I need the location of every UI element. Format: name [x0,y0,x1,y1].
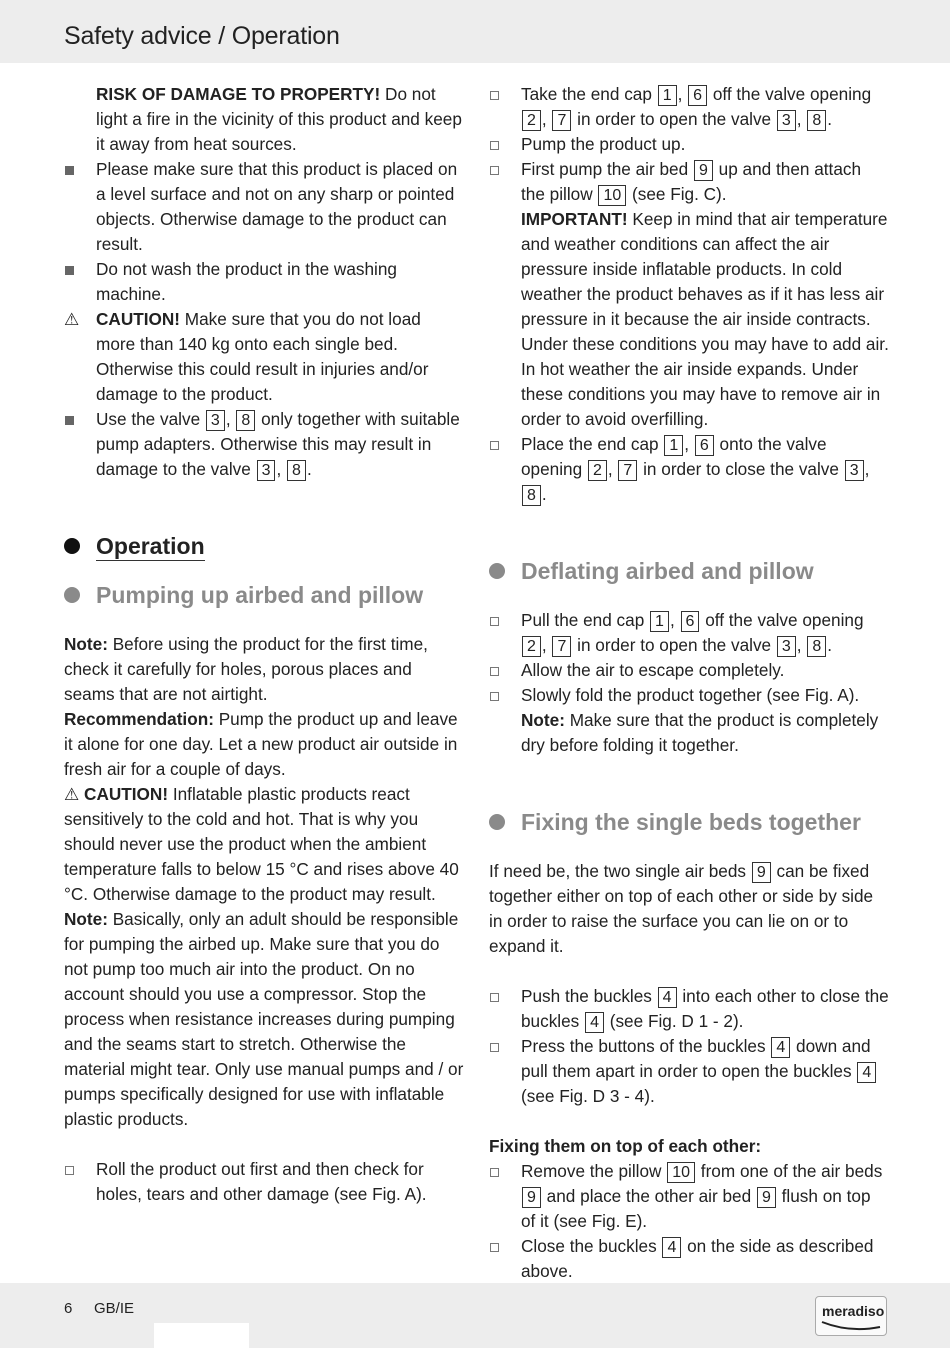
recommendation: Recommendation: Pump the product up and leave it alone for one day. Let a new product air outside in fresh air for a couple of days. [64,709,458,779]
list-item: Roll the product out first and then check for holes, tears and other damage (see Fig. A). [64,1157,464,1207]
ref-number: 1 [650,611,669,632]
property-risk-warning: RISK OF DAMAGE TO PROPERTY! Do not light a fire in the vicinity of this product and keep it away from heat sources. [96,84,462,154]
bullet-square-icon [64,157,86,182]
ref-number: 3 [777,636,796,657]
checkbox-icon [489,132,511,157]
ref-number: 2 [522,636,541,657]
ref-number: 8 [522,485,541,506]
right-column [489,82,889,1284]
warning-triangle-icon: ⚠ [64,310,80,329]
note-first-use: Note: Before using the product for the first time, check it carefully for holes, porous places and seams that are not airtight. [64,634,428,704]
fixing-intro: If need be, the two single air beds 9 can be fixed together either on top of each other or side by side in order to raise the surface you can lie on or to expand it. [489,861,874,956]
logo-text: meradiso [822,1303,885,1319]
language-code: GB/IE [94,1300,135,1317]
ref-number: 9 [522,1187,541,1208]
ref-number: 1 [658,85,677,106]
note-adult: Note: Basically, only an adult should be responsible for pumping the airbed up. Make sure that you do not pump too much air into the product. On no account should you use a compressor. Stop the process when resistance increases during pumping and the seams start to stretch. Otherwise the material might tear. Only use manual pumps and / or pumps specifically designed for use with inflatable plastic products. [64,909,464,1129]
checkbox-icon [489,82,511,107]
bullet-dot-icon [489,814,505,830]
ref-number: 4 [662,1237,681,1258]
list-item: Remove the pillow 10 from one of the air beds 9 and place the other air bed 9 flush on top of it (see Fig. E). [489,1159,889,1234]
ref-number: 3 [257,460,276,481]
ref-number: 2 [588,460,607,481]
ref-number: 3 [845,460,864,481]
ref-number: 8 [807,110,826,131]
checkbox-icon [489,1034,511,1059]
fixing-heading: Fixing the single beds together [489,807,889,837]
list-item: Push the buckles 4 into each other to close the buckles 4 (see Fig. D 1 - 2). [489,984,889,1034]
bullet-dot-icon [489,563,505,579]
list-item: Please make sure that this product is placed on a level surface and not on any sharp or pointed objects. Otherwise damage to the product can result. [64,157,464,257]
warning-triangle-icon: ⚠ [64,785,80,804]
pumping-heading: Pumping up airbed and pillow [64,580,464,610]
ref-number: 4 [771,1037,790,1058]
ref-number: 8 [236,410,255,431]
list-item: Take the end cap 1 , 6 off the valve opening 2 , 7 in order to open the valve 3 , 8 . [489,82,889,132]
checkbox-icon [64,1157,86,1182]
checkbox-icon [489,658,511,683]
page-header [0,0,950,63]
ref-number: 9 [694,160,713,181]
ref-number: 8 [807,636,826,657]
list-item: Allow the air to escape completely. [489,658,889,683]
ref-number: 3 [777,110,796,131]
ref-number: 3 [206,410,225,431]
ref-number: 1 [664,435,683,456]
ref-number: 9 [752,862,771,883]
ref-number: 2 [522,110,541,131]
list-item: Pull the end cap 1 , 6 off the valve opening 2 , 7 in order to open the valve 3 , 8 . [489,608,889,658]
list-item: Pump the product up. [489,132,889,157]
checkbox-icon [489,1159,511,1184]
list-item: Use the valve 3 , 8 only together with suitable pump adapters. Otherwise this may result in damage to the valve 3 , 8 . [64,407,464,482]
ref-number: 4 [585,1012,604,1033]
list-item: Press the buttons of the buckles 4 down and pull them apart in order to open the buckles 4 (see Fig. D 3 - 4). [489,1034,889,1109]
checkbox-icon [489,683,511,708]
bullet-dot-icon [64,538,80,554]
operation-heading: Operation [64,531,464,561]
list-item: Close the buckles 4 on the side as described above. [489,1234,889,1284]
left-column [64,82,464,1207]
ref-number: 4 [857,1062,876,1083]
ref-number: 7 [552,110,571,131]
logo-swoosh-icon [820,1319,882,1331]
checkbox-icon [489,157,511,182]
checkbox-icon [489,1234,511,1259]
ref-number: 6 [688,85,707,106]
ref-number: 10 [667,1162,695,1183]
ref-number: 7 [618,460,637,481]
page-footer [0,1283,950,1348]
footer-blank-box [154,1323,249,1348]
on-top-subheading: Fixing them on top of each other: [489,1136,762,1156]
page-title: Safety advice / Operation [64,22,340,50]
bullet-square-icon [64,257,86,282]
bullet-square-icon [64,407,86,432]
page-number: 6 [64,1300,73,1317]
list-item: First pump the air bed 9 up and then attach the pillow 10 (see Fig. C). IMPORTANT! Keep in mind that air temperature and weather conditions can affect the air pressure inside inflatable products. In cold weather the product behaves as if it has less air pressure in it because the air inside contracts. Under these conditions you may have to add air. In hot weather the air inside expands. Under these conditions you may have to remove air in order to avoid overfilling. [489,157,889,432]
ref-number: 8 [287,460,306,481]
deflating-heading: Deflating airbed and pillow [489,556,889,586]
checkbox-icon [489,608,511,633]
ref-number: 7 [552,636,571,657]
brand-logo [815,1296,887,1336]
ref-number: 10 [598,185,626,206]
ref-number: 4 [658,987,677,1008]
checkbox-icon [489,432,511,457]
list-item: Do not wash the product in the washing machine. [64,257,464,307]
list-item: Place the end cap 1 , 6 onto the valve opening 2 , 7 in order to close the valve 3 , 8 . [489,432,889,507]
checkbox-icon [489,984,511,1009]
list-item: Slowly fold the product together (see Fig. A). Note: Make sure that the product is completely dry before folding it together. [489,683,889,758]
ref-number: 6 [695,435,714,456]
bullet-dot-icon [64,587,80,603]
ref-number: 6 [681,611,700,632]
caution-temperature: ⚠ CAUTION! Inflatable plastic products react sensitively to the cold and hot. That is why you should never use the product when the ambient temperature falls to below 15 °C and rises above 40 °C. Otherwise damage to the product may result. [64,784,459,904]
caution-load-warning: ⚠ CAUTION! Make sure that you do not load more than 140 kg onto each single bed. Otherwise this could result in injuries and/or damage to the product. [64,309,429,404]
ref-number: 9 [757,1187,776,1208]
